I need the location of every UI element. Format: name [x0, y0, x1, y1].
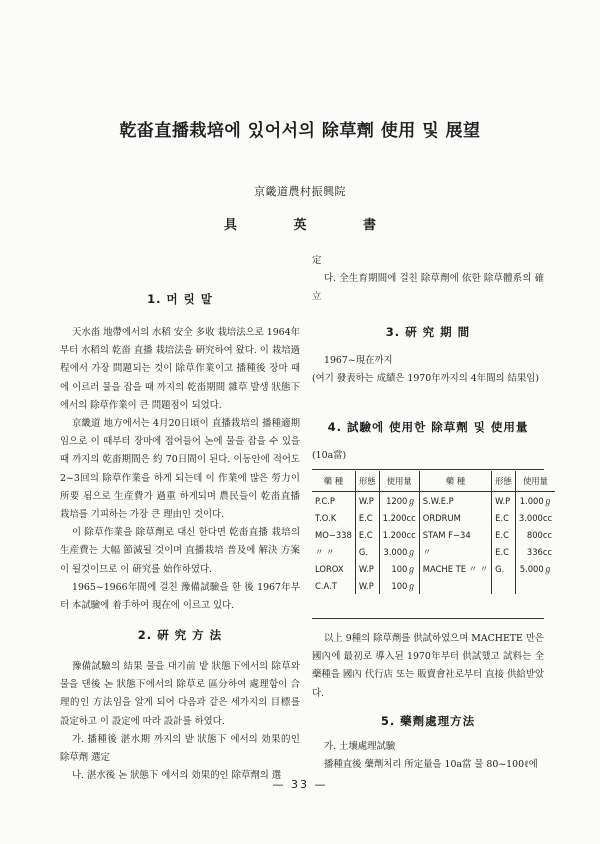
table-cell: 〃 — [419, 543, 491, 560]
table-cell: 3.000cc — [515, 509, 555, 526]
section-1-body — [60, 324, 300, 615]
table-cell: E.C — [355, 509, 379, 526]
table-cell: 1200ℊ — [379, 492, 419, 510]
table-cell: 800cc — [515, 526, 555, 543]
table-cell: STAM F−34 — [419, 526, 491, 543]
table-note: 以上 9種의 除草劑를 供試하였으며 MACHETE 만은 國內에 最初로 導入된 1970年부터 供試했고 試料는 全藥種을 國內 代行店 또는 販賣會社로부터 直接 供給받았다. — [312, 633, 544, 699]
table-cell: 1.200cc — [379, 509, 419, 526]
table-cell: P.C.P — [315, 495, 335, 506]
section-2-continued — [312, 252, 544, 307]
herbicide-table — [312, 471, 555, 594]
column-header: 藥 種 — [312, 471, 355, 492]
table-cell — [492, 577, 516, 594]
table-row — [312, 509, 555, 526]
column-header: 使用量 — [379, 471, 419, 492]
table-cell: MO−338 — [315, 529, 352, 540]
paragraph: 1965~1966年間에 걸친 豫備試驗을 한 後 1967年부터 本試驗에 着手하여 現在에 이르고 있다. — [60, 581, 300, 612]
paragraph: 다. 全生育期間에 걸친 除草劑에 依한 除草體系의 確立 — [312, 273, 544, 303]
paragraph: 定 — [312, 255, 322, 266]
table-row — [312, 492, 555, 510]
page-number: — 33 — — [272, 778, 328, 791]
paragraph: 이 除草作業을 除草劑로 대신 한다면 乾畓直播 栽培의 生産費는 大幅 節減될 것이며 直播栽培 普及에 解決 方案이 될것이므로 이 硏究를 始作하였다. — [60, 527, 300, 575]
table-cell: 100ℊ — [379, 560, 419, 577]
table-row — [312, 560, 555, 577]
author-name: 具 英 書 — [223, 218, 403, 233]
table-cell: W.P — [355, 560, 379, 577]
section-5-body — [312, 738, 544, 774]
paper-title: 乾畓直播栽培에 있어서의 除草劑 使用 및 展望 — [119, 121, 481, 141]
table-cell: 〃 〃 — [315, 546, 335, 557]
table-cell: G. — [492, 560, 516, 577]
author-institute: 京畿道農村振興院 — [254, 185, 346, 198]
paragraph: 京畿道 地方에서는 4月20日頃이 直播栽培의 播種適期 임으로 이 때부터 장마에 접어들어 논에 물을 잡을 수 있을때 까지의 乾畓期間은 約 70日間이 된다. 이동안에 적어도 2~3回의 除草作業을 하게 되는데 이 作業에 많은 勞力이 所要 됨으로 生産費가 過重 하게되며 農民들이 乾畓直播 栽培를 기피하는 가장 큰 理由인 것이다. — [60, 418, 300, 521]
table-top-rule — [312, 469, 544, 470]
table-row — [312, 543, 555, 560]
paragraph: 가. 播種後 湛水期 까지의 밭 狀態下 에서의 効果的인 除草劑 選定 — [60, 733, 300, 764]
column-header: 藥 種 — [419, 471, 491, 492]
table-cell: E.C — [355, 526, 379, 543]
table-cell: C.A.T — [315, 580, 337, 591]
table-cell: ORDRUM — [419, 509, 491, 526]
table-cell: 100ℊ — [379, 577, 419, 594]
section-4-heading: 4. 試驗에 使用한 除草劑 및 使用量 — [327, 420, 529, 434]
table-cell: 3.000ℊ — [379, 543, 419, 560]
table-cell: T.O.K — [315, 512, 337, 523]
table-cell: 336cc — [515, 543, 555, 560]
paragraph: 가. 土壤處理試驗 — [324, 741, 396, 752]
table-cell: MACHE TE 〃 〃 — [419, 560, 491, 577]
section-2-body — [60, 658, 300, 785]
section-3-heading: 3. 硏 究 期 間 — [385, 325, 471, 339]
paragraph: (여기 發表하는 成績은 1970年까지의 4年間의 結果임) — [312, 373, 539, 385]
table-header-row — [312, 471, 555, 492]
table-cell: LOROX — [315, 563, 344, 574]
section-2-heading: 2. 硏 究 方 法 — [137, 628, 223, 642]
section-1-heading: 1. 머 릿 말 — [147, 292, 213, 306]
table-bottom-rule — [312, 618, 544, 619]
table-cell: E.C — [492, 543, 516, 560]
table-cell — [419, 577, 491, 594]
table-cell: E.C — [492, 509, 516, 526]
table-cell: 5.000ℊ — [515, 560, 555, 577]
section-3-body — [312, 352, 544, 388]
table-cell — [515, 577, 555, 594]
table-cell: W.P — [355, 577, 379, 594]
column-header: 形態 — [492, 471, 516, 492]
table-cell: E.C — [492, 526, 516, 543]
paragraph: 豫備試驗의 結果 물을 대기前 밭 狀態下에서의 除草와 물을 댄後 논 狀態下에서의 除草로 區分하여 處理함이 合理的인 方法임을 알게 되어 다음과 같은 세가지의 目標를 設定하고 이 設定에 따라 設計를 하였다. — [60, 661, 300, 727]
paragraph: 나. 湛水後 논 狀態下 에서의 効果的인 除草劑의 選 — [72, 770, 282, 782]
paragraph: 1967~現在까지 — [324, 355, 393, 366]
column-header: 形態 — [355, 471, 379, 492]
paragraph: 播種直後 藥劑처리 所定量을 10a當 물 80~100ℓ에 — [324, 759, 538, 771]
column-header: 使用量 — [515, 471, 555, 492]
paragraph: 天水畓 地帶에서의 水稻 安全 多收 栽培法으로 1964年부터 水稻의 乾畓 直播 栽培法을 硏究하여 왔다. 이 栽培過程에서 가장 問題되는 것이 除草作業이고 播種後 장마 때에 이르러 물을 잡을 때 까지의 乾畓期間 雜草 발생 狀態下에서의 除草作業이 큰 問題점이 되었다. — [60, 327, 300, 411]
table-unit: (10a當) — [312, 450, 347, 461]
table-row — [312, 577, 555, 594]
table-row — [312, 526, 555, 543]
table-cell: W.P — [492, 492, 516, 510]
table-cell: G. — [355, 543, 379, 560]
table-cell: 1.000ℊ — [515, 492, 555, 510]
table-cell: S.W.E.P — [419, 492, 491, 510]
section-5-heading: 5. 藥劑處理方法 — [380, 714, 476, 728]
table-cell: 1.200cc — [379, 526, 419, 543]
table-cell: W.P — [355, 492, 379, 510]
